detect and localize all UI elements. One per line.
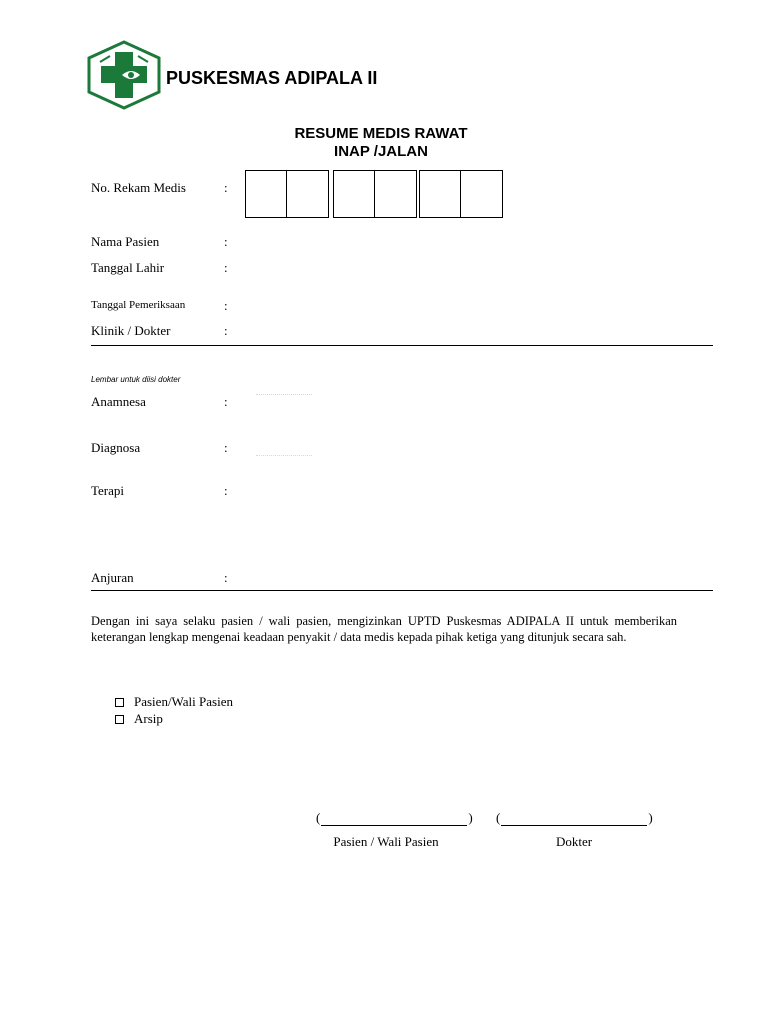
colon: : xyxy=(224,570,228,585)
copy-option-label: Pasien/Wali Pasien xyxy=(134,694,233,709)
patient-signature-line[interactable] xyxy=(316,810,473,826)
signature-blank[interactable] xyxy=(501,814,647,826)
tanggal-lahir-label: Tanggal Lahir xyxy=(91,260,165,275)
rekam-medis-box-group-2[interactable] xyxy=(333,170,417,218)
close-paren: ) xyxy=(468,810,473,825)
title-line-2: INAP /JALAN xyxy=(334,143,428,160)
digit-box[interactable] xyxy=(246,171,287,217)
colon: : xyxy=(224,440,228,455)
checkbox[interactable] xyxy=(115,715,124,724)
rekam-medis-box-group-3[interactable] xyxy=(419,170,503,218)
section-divider xyxy=(91,590,713,591)
anamnesa-field[interactable] xyxy=(256,394,312,395)
colon: : xyxy=(224,180,228,195)
close-paren: ) xyxy=(648,810,653,825)
title-line-1: RESUME MEDIS RAWAT xyxy=(294,125,468,142)
medical-cross-hexagon-icon xyxy=(86,40,162,110)
document-title xyxy=(250,125,512,161)
checkbox[interactable] xyxy=(115,698,124,707)
colon: : xyxy=(224,260,228,275)
diagnosa-field[interactable] xyxy=(256,455,312,456)
open-paren: ( xyxy=(316,810,321,825)
doctor-signature-label: Dokter xyxy=(555,834,593,849)
patient-signature-label: Pasien / Wali Pasien xyxy=(333,834,439,849)
digit-box[interactable] xyxy=(375,171,416,217)
rekam-medis-box-group-1[interactable] xyxy=(245,170,329,218)
copy-option-archive[interactable] xyxy=(115,711,163,727)
colon: : xyxy=(224,298,228,313)
colon: : xyxy=(224,323,228,338)
puskesmas-logo xyxy=(86,40,162,110)
terapi-label: Terapi xyxy=(91,483,125,498)
organization-name: PUSKESMAS ADIPALA II xyxy=(166,68,378,88)
nama-pasien-label: Nama Pasien xyxy=(91,234,160,249)
digit-box[interactable] xyxy=(420,171,461,217)
signature-blank[interactable] xyxy=(321,814,467,826)
doctor-signature-line[interactable] xyxy=(496,810,653,826)
digit-box[interactable] xyxy=(287,171,328,217)
colon: : xyxy=(224,234,228,249)
digit-box[interactable] xyxy=(461,171,502,217)
diagnosa-label: Diagnosa xyxy=(91,440,141,455)
tanggal-pemeriksaan-label: Tanggal Pemeriksaan xyxy=(91,299,186,311)
digit-box[interactable] xyxy=(334,171,375,217)
section-divider xyxy=(91,345,713,346)
colon: : xyxy=(224,394,228,409)
colon: : xyxy=(224,483,228,498)
klinik-dokter-label: Klinik / Dokter xyxy=(91,323,171,338)
consent-statement: Dengan ini saya selaku pasien / wali pasien, mengizinkan UPTD Puskesmas ADIPALA II untuk memberikan keterangan lengkap mengenai keadaan penyakit / data medis kepada pihak ketiga yang ditunjuk secara sah. xyxy=(91,614,677,644)
anamnesa-label: Anamnesa xyxy=(91,394,146,409)
copy-option-label: Arsip xyxy=(134,711,163,726)
doctor-section-note: Lembar untuk diisi dokter xyxy=(91,375,181,384)
open-paren: ( xyxy=(496,810,501,825)
anjuran-label: Anjuran xyxy=(91,570,134,585)
rekam-medis-label: No. Rekam Medis xyxy=(91,180,186,195)
copy-option-patient[interactable] xyxy=(115,694,233,710)
